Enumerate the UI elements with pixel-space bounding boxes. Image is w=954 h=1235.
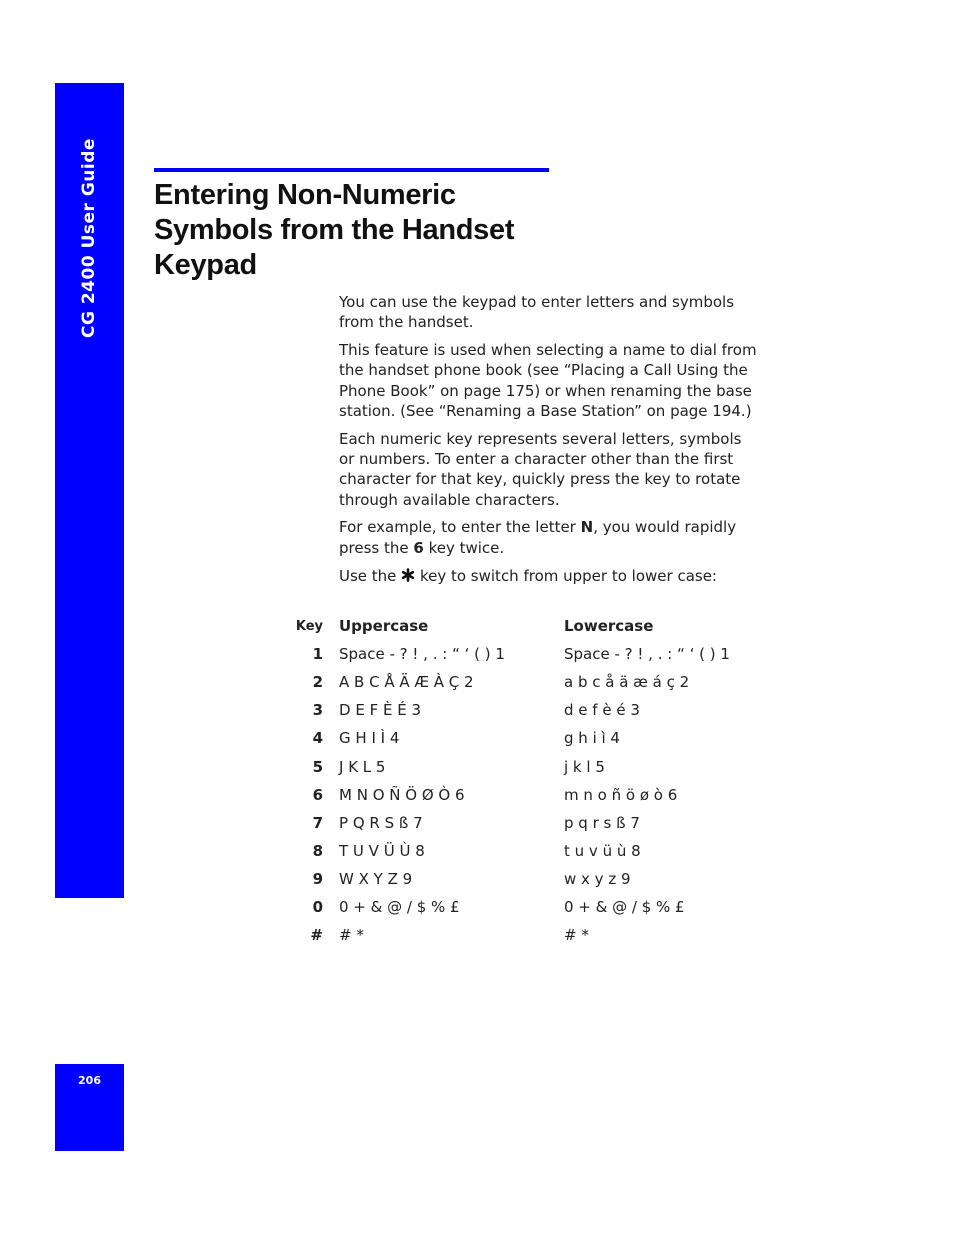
case-text-b: key to switch from upper to lower case:	[415, 566, 717, 585]
key-cell: 7	[312, 813, 323, 832]
example-letter: N	[580, 518, 594, 537]
key-cell: 3	[312, 701, 323, 720]
table-row	[290, 893, 764, 921]
star-key-icon	[401, 566, 415, 586]
lowercase-cell: Space - ? ! , . : “ ‘ ( ) 1	[564, 645, 730, 664]
key-cell: 9	[312, 869, 323, 888]
lowercase-cell: j k l 5	[564, 757, 605, 776]
paragraph-keys: Each numeric key represents several letters, symbols or numbers. To enter a character other than the first character for that key, quickly press the key to rotate through available characters.	[339, 429, 742, 509]
case-text-a: Use the	[339, 566, 402, 585]
example-text-c: key twice.	[423, 538, 505, 557]
page-title: Entering Non-Numeric Symbols from the Handset Keypad	[154, 179, 515, 281]
example-text-b: , you would rapidly press the	[339, 518, 737, 557]
lowercase-cell: 0 + & @ / $ % £	[564, 897, 685, 916]
uppercase-cell: J K L 5	[339, 757, 386, 776]
uppercase-cell: 0 + & @ / $ % £	[339, 897, 460, 916]
example-text-a: For example, to enter the letter	[339, 518, 581, 537]
sidebar-title	[55, 83, 124, 353]
paragraph-example	[339, 517, 759, 558]
paragraph-case	[339, 566, 759, 586]
sidebar-title-text: CG 2400 User Guide	[78, 138, 99, 338]
table-row	[290, 865, 764, 893]
table-row	[290, 752, 764, 780]
lowercase-cell: p q r s ß 7	[564, 813, 640, 832]
key-cell: 1	[312, 645, 323, 664]
uppercase-cell: P Q R S ß 7	[339, 813, 423, 832]
uppercase-cell: D E F È É 3	[339, 701, 421, 720]
key-cell: 6	[312, 785, 323, 804]
lowercase-cell: # *	[564, 926, 589, 945]
lowercase-cell: t u v ü ù 8	[564, 841, 641, 860]
key-cell: 2	[312, 673, 323, 692]
uppercase-cell: # *	[339, 926, 364, 945]
lowercase-cell: a b c å ä æ á ç 2	[564, 673, 690, 692]
character-table	[290, 612, 764, 949]
key-cell: #	[310, 926, 323, 945]
key-cell: 4	[312, 729, 323, 748]
table-row	[290, 640, 764, 668]
uppercase-cell: A B C Å Ä Æ À Ç 2	[339, 673, 474, 692]
body-text	[339, 292, 759, 593]
uppercase-cell: T U V Ü Ù 8	[339, 841, 425, 860]
header-key: Key	[295, 618, 323, 634]
lowercase-cell: m n o ñ ö ø ò 6	[564, 785, 678, 804]
table-row	[290, 837, 764, 865]
example-key: 6	[413, 538, 424, 557]
heading-rule	[154, 168, 549, 172]
header-lowercase: Lowercase	[564, 617, 654, 636]
table-header-row	[290, 612, 764, 640]
paragraph-usage: This feature is used when selecting a name to dial from the handset phone book (see “Placing a Call Using the Phone Book” on page 175) or when renaming the base station. (See “Renaming a Base Station” on page 194.)	[339, 341, 757, 420]
lowercase-cell: d e f è é 3	[564, 701, 640, 720]
table-row	[290, 781, 764, 809]
table-row	[290, 809, 764, 837]
key-cell: 5	[312, 757, 323, 776]
uppercase-cell: G H I Ì 4	[339, 729, 400, 748]
uppercase-cell: M N O Ñ Ö Ø Ò 6	[339, 785, 465, 804]
table-row	[290, 921, 764, 949]
key-cell: 0	[312, 897, 323, 916]
header-uppercase: Uppercase	[339, 617, 429, 636]
table-row	[290, 724, 764, 752]
lowercase-cell: g h i ì 4	[564, 729, 620, 748]
key-cell: 8	[312, 841, 323, 860]
paragraph-intro: You can use the keypad to enter letters and symbols from the handset.	[339, 293, 735, 332]
page-number: 206	[78, 1074, 101, 1087]
lowercase-cell: w x y z 9	[564, 869, 631, 888]
table-row	[290, 668, 764, 696]
table-row	[290, 696, 764, 724]
uppercase-cell: Space - ? ! , . : “ ‘ ( ) 1	[339, 645, 505, 664]
uppercase-cell: W X Y Z 9	[339, 869, 413, 888]
